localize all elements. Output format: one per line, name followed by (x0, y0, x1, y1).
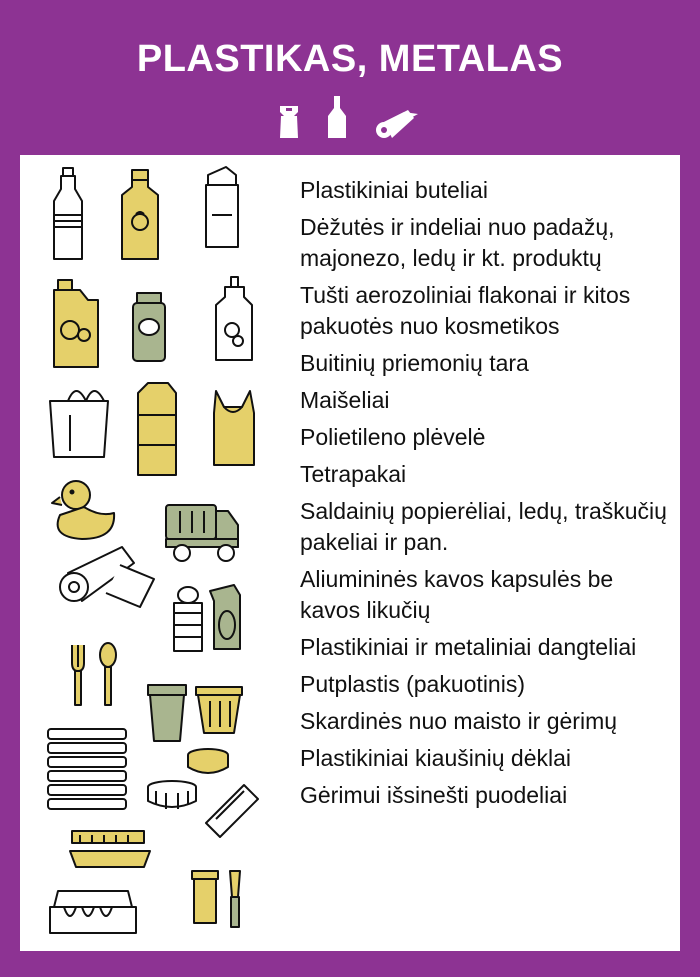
content-panel (20, 155, 680, 951)
detergent-canister-icon (54, 280, 98, 367)
list-item: Plastikiniai buteliai (300, 177, 488, 203)
illustrations (20, 155, 310, 951)
list-item: Polietileno plėvelė (300, 424, 486, 450)
dish-soap-bottle-icon (216, 277, 252, 360)
list-item: Maišeliai (300, 387, 390, 413)
plastic-bag-yellow-icon (214, 391, 254, 465)
lid-icon (148, 749, 228, 809)
bottle-icon (326, 96, 348, 140)
list-item: Saldainių popierėliai, ledų, traškučių pakeliai ir pan. (300, 498, 667, 555)
list-item: Tušti aerozoliniai flakonai ir kitos pakuotės nuo kosmetikos (300, 282, 631, 339)
list-item: Dėžutės ir indeliai nuo padažų, majonezo, ledų ir kt. produktų (300, 214, 615, 271)
list-item: Buitinių priemonių tara (300, 350, 529, 376)
list-item: Gėrimui išsinešti puodeliai (300, 782, 568, 808)
foam-tray-stack-icon (48, 729, 126, 809)
egg-carton-icon (50, 891, 136, 933)
toy-truck-icon (166, 505, 238, 561)
yoghurt-cup-icon (196, 687, 242, 733)
list-item: Tetrapakai (300, 461, 407, 487)
tetrapak-icon (138, 383, 176, 475)
carton-icon (206, 167, 238, 247)
plastic-cutlery-icon (72, 643, 116, 705)
header-icons (0, 96, 700, 140)
plastic-bottle-icon (54, 168, 82, 259)
takeaway-cup-icon (148, 685, 186, 741)
rubber-duck-icon (52, 481, 114, 539)
list-item: Skardinės nuo maisto ir gėrimų (300, 708, 618, 734)
cosmetic-tube-icon (192, 871, 240, 927)
waste-item-list (300, 175, 670, 817)
list-item: Plastikiniai ir metaliniai dangteliai (300, 634, 637, 660)
sauce-bottle-icon (122, 170, 158, 259)
plastic-bag-icon (278, 104, 300, 140)
tin-can-icon (174, 585, 240, 651)
list-item: Aliumininės kavos kapsulės be kavos likučių (300, 566, 614, 623)
shopping-bag-icon (50, 391, 108, 457)
film-roll-icon (374, 110, 422, 140)
food-container-icon (70, 831, 150, 867)
jar-icon (133, 293, 165, 361)
polyethylene-film-roll-icon (60, 547, 154, 607)
list-item: Plastikiniai kiaušinių dėklai (300, 745, 572, 771)
candy-wrapper-icon (206, 785, 258, 837)
list-item: Putplastis (pakuotinis) (300, 671, 525, 697)
page-title: PLASTIKAS, METALAS (136, 38, 564, 80)
